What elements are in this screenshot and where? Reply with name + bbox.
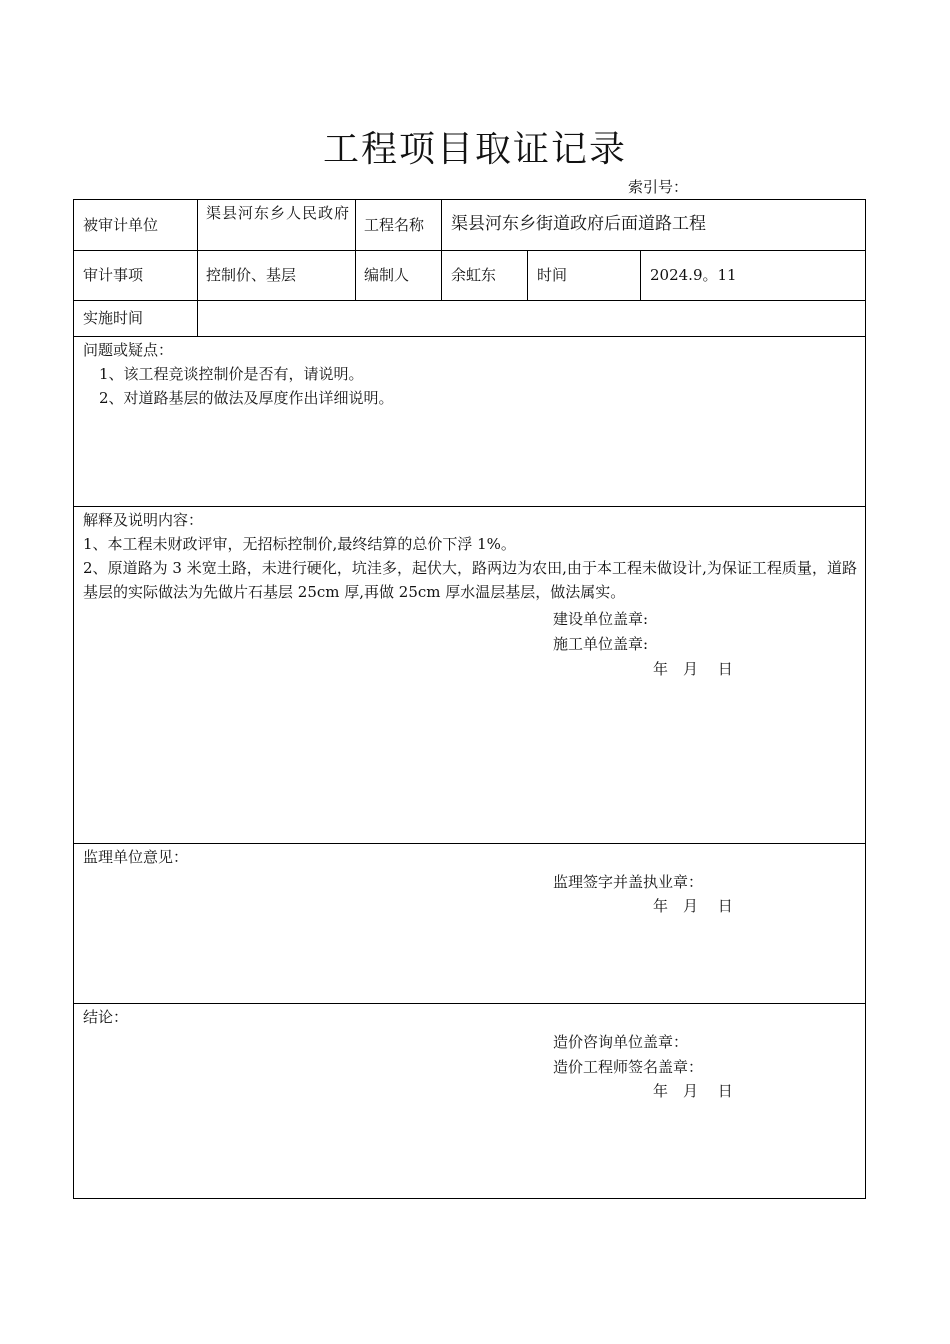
compiler-value: 余虹东 — [451, 266, 497, 284]
evidence-record-table — [73, 199, 866, 1199]
explanation-paragraph-2: 2、原道路为 3 米宽土路，未进行硬化，坑洼多，起伏大，路两边为农田,由于本工程未做设计,为保证工程质量，道路基层的实际做法为先做片石基层 25cm 厚,再做 25cm 厚水温层基层，做法属实。 — [83, 559, 857, 601]
time-label: 时间 — [537, 266, 568, 284]
explanation-section — [83, 508, 857, 604]
supervision-heading: 监理单位意见： — [83, 848, 189, 866]
implementation-time-label: 实施时间 — [83, 309, 144, 327]
conclusion-date-label: 年 月 日 — [653, 1082, 733, 1100]
row-divider — [74, 250, 865, 251]
construction-unit-seal-label: 建设单位盖章: — [553, 610, 649, 628]
project-name-label: 工程名称 — [364, 216, 425, 234]
section-divider — [74, 843, 865, 844]
consulting-unit-seal-label: 造价咨询单位盖章： — [553, 1033, 689, 1051]
time-value: 2024.9。11 — [650, 266, 737, 284]
conclusion-heading: 结论： — [83, 1008, 129, 1026]
supervision-date-label: 年 月 日 — [653, 897, 733, 915]
section-divider — [74, 1003, 865, 1004]
project-name-value: 渠县河东乡街道政府后面道路工程 — [451, 214, 706, 234]
column-divider — [355, 200, 356, 300]
supervisor-signature-label: 监理签字并盖执业章： — [553, 873, 704, 891]
audited-unit-value: 渠县河东乡人民政府 — [206, 204, 351, 222]
row-divider — [74, 336, 865, 337]
compiler-label: 编制人 — [364, 266, 410, 284]
column-divider — [527, 250, 528, 300]
explanation-paragraph-1: 1、本工程未财政评审，无招标控制价,最终结算的总价下浮 1%。 — [83, 535, 516, 553]
column-divider — [640, 250, 641, 300]
questions-heading: 问题或疑点： — [83, 341, 174, 359]
explanation-date-label: 年 月 日 — [653, 660, 733, 678]
question-item: 1、该工程竞谈控制价是否有，请说明。 — [99, 365, 364, 383]
audit-item-label: 审计事项 — [83, 266, 144, 284]
explanation-heading: 解释及说明内容： — [83, 511, 204, 529]
audited-unit-label: 被审计单位 — [83, 216, 159, 234]
column-divider — [441, 200, 442, 300]
column-divider — [197, 200, 198, 336]
row-divider — [74, 300, 865, 301]
index-number-label: 索引号： — [628, 178, 689, 196]
question-item: 2、对道路基层的做法及厚度作出详细说明。 — [99, 389, 394, 407]
questions-section — [83, 338, 857, 410]
audit-item-value: 控制价、基层 — [206, 266, 297, 284]
page-title: 工程项目取证记录 — [322, 129, 627, 170]
cost-engineer-seal-label: 造价工程师签名盖章： — [553, 1058, 704, 1076]
section-divider — [74, 506, 865, 507]
contractor-unit-seal-label: 施工单位盖章: — [553, 635, 649, 653]
